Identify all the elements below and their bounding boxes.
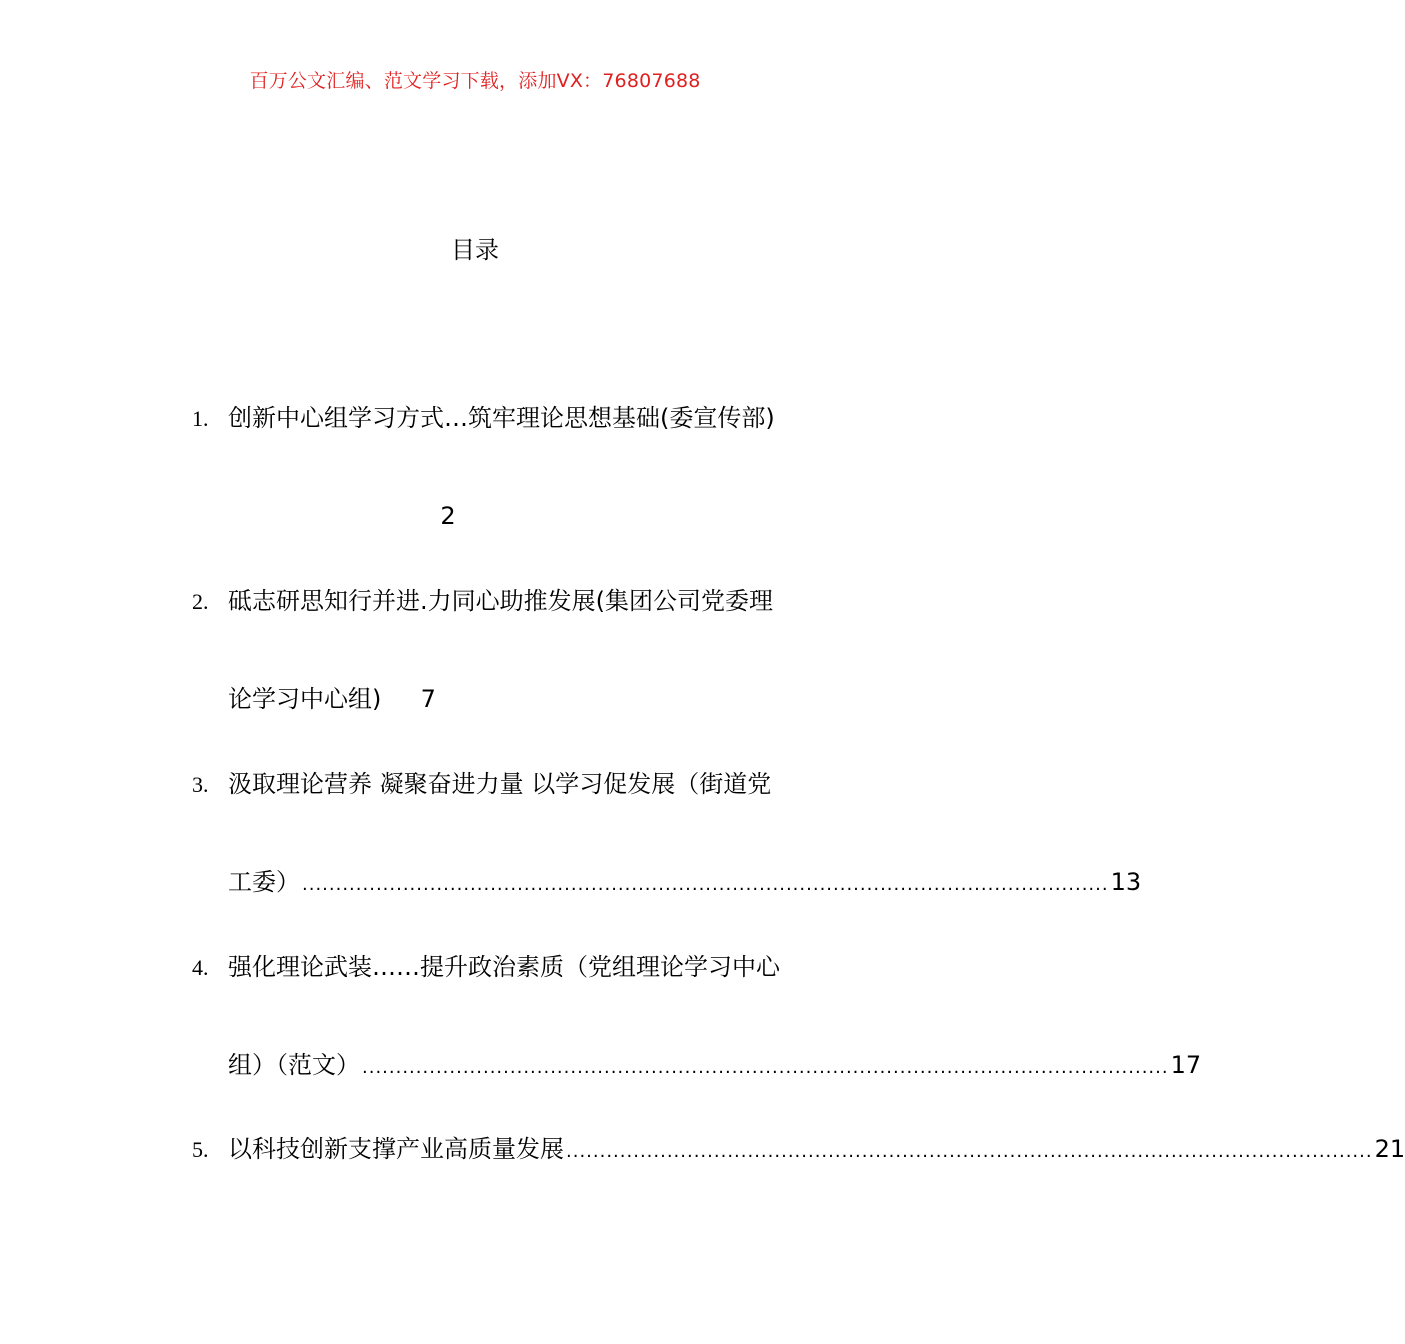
toc-leader-line xyxy=(228,1129,1405,1169)
toc-leader-line xyxy=(228,1045,1202,1085)
toc-number: 3. xyxy=(192,772,209,797)
toc-page-number: 21 xyxy=(1374,1135,1405,1163)
toc-number: 1. xyxy=(192,406,209,431)
toc-number: 4. xyxy=(192,955,209,980)
toc-number: 2. xyxy=(192,589,209,614)
toc-page-number: 13 xyxy=(1110,868,1142,896)
dot-leader: ........................................................................................................................ xyxy=(566,1141,1373,1162)
toc-page-number: 7 xyxy=(420,685,436,713)
toc-entry-title: 砥志研思知行并进.力同心助推发展(集团公司党委理 xyxy=(228,587,773,615)
toc-entry-title-continued xyxy=(228,679,436,719)
toc-entry-title-line2: 论学习中心组) xyxy=(228,685,382,713)
header-note: 百万公文汇编、范文学习下载，添加VX：76807688 xyxy=(249,70,701,92)
toc-entry-title-line2: 工委） xyxy=(228,868,300,896)
toc-entry-title: 以科技创新支撑产业高质量发展 xyxy=(228,1135,564,1163)
dot-leader: ........................................................................................................................ xyxy=(362,1057,1169,1078)
toc-page-number: 2 xyxy=(440,502,456,530)
toc-page-number: 17 xyxy=(1170,1051,1202,1079)
toc-number: 5. xyxy=(192,1137,209,1162)
toc-entry-title-line2: 组）（范文） xyxy=(228,1051,360,1079)
toc-entry-title: 强化理论武装……提升政治素质（党组理论学习中心 xyxy=(228,953,780,981)
toc-entry-title: 汲取理论营养 凝聚奋进力量 以学习促发展（街道党 xyxy=(228,770,772,798)
page-title: 目录 xyxy=(451,236,499,264)
toc-entry-title: 创新中心组学习方式…筑牢理论思想基础(委宣传部) xyxy=(228,404,775,432)
toc-leader-line xyxy=(228,862,1142,902)
dot-leader: ........................................................................................................................ xyxy=(302,874,1109,895)
